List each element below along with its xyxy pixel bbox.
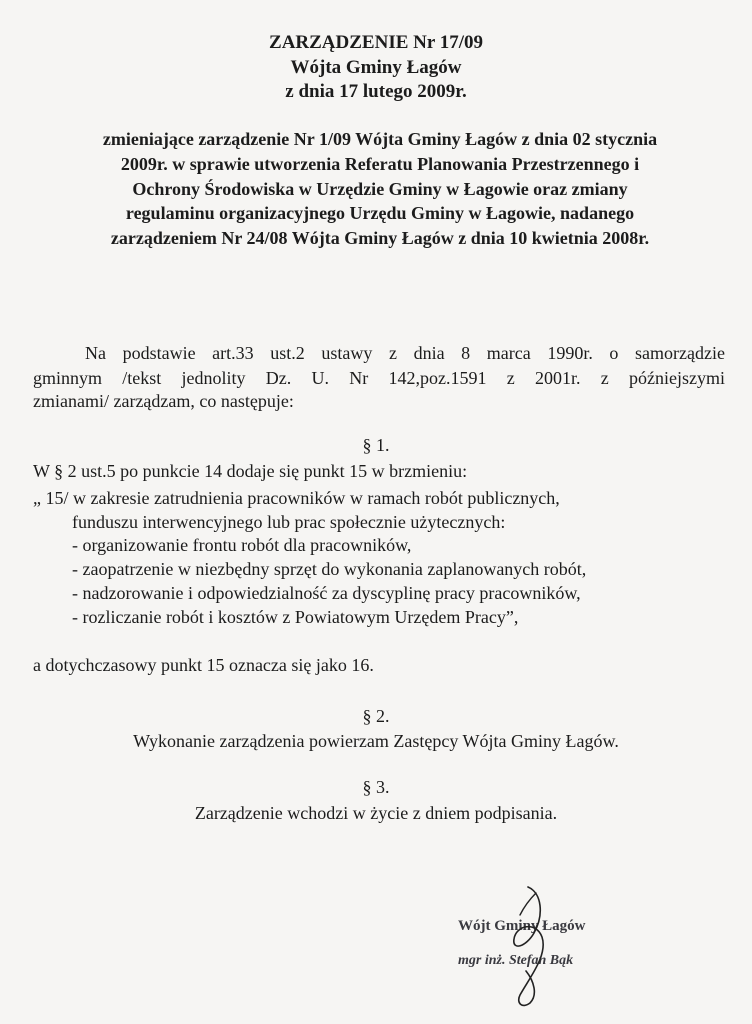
subject-line-4: regulaminu organizacyjnego Urzędu Gminy w Łagowie, nadanego (125, 203, 635, 223)
subject-line-1: zmieniające zarządzenie Nr 1/09 Wójta Gminy Łagów z dnia 02 stycznia (102, 129, 658, 149)
signatory-name: mgr inż. Stefan Bąk (458, 953, 574, 968)
list-item: - organizowanie frontu robót dla pracowników, (72, 535, 412, 555)
section-1-quote-line-2: funduszu interwencyjnego lub prac społecznie użytecznych: (72, 512, 506, 532)
preamble-line-3: zmianami/ zarządzam, co następuje: (33, 391, 294, 411)
list-item: - zaopatrzenie w niezbędny sprzęt do wykonania zaplanowanych robót, (72, 559, 587, 579)
subject-line-2: 2009r. w sprawie utworzenia Referatu Planowania Przestrzennego i (120, 154, 640, 174)
list-item: - rozliczanie robót i kosztów z Powiatowym Urzędem Pracy”, (72, 607, 519, 627)
issue-date: z dnia 17 lutego 2009r. (285, 81, 467, 102)
section-3-text: Zarządzenie wchodzi w życie z dniem podpisania. (194, 803, 558, 823)
section-3-heading: § 3. (362, 777, 390, 797)
preamble-line-2: gminnym /tekst jednolity Dz. U. Nr 142,poz.1591 z 2001r. z późniejszymi (33, 368, 725, 388)
issuer: Wójta Gminy Łagów (290, 57, 462, 78)
section-1-heading: § 1. (362, 435, 390, 455)
section-1-closing: a dotychczasowy punkt 15 oznacza się jako 16. (33, 655, 374, 675)
preamble-line-1: Na podstawie art.33 ust.2 ustawy z dnia 8 marca 1990r. o samorządzie (85, 343, 725, 363)
signature-title: Wójt Gminy Łagów (458, 918, 586, 934)
document-title: ZARZĄDZENIE Nr 17/09 (269, 32, 483, 53)
section-1-intro: W § 2 ust.5 po punkcie 14 dodaje się punkt 15 w brzmieniu: (33, 461, 468, 481)
handwritten-signature (490, 885, 570, 1015)
subject-line-5: zarządzeniem Nr 24/08 Wójta Gminy Łagów z dnia 10 kwietnia 2008r. (110, 228, 650, 248)
subject-line-3: Ochrony Środowiska w Urzędzie Gminy w Łagowie oraz zmiany (132, 179, 628, 199)
list-item: - nadzorowanie i odpowiedzialność za dyscyplinę pracy pracowników, (72, 583, 581, 603)
section-1-quote-line-1: „ 15/ w zakresie zatrudnienia pracowników w ramach robót publicznych, (33, 488, 560, 508)
section-2-heading: § 2. (362, 706, 390, 726)
section-2-text: Wykonanie zarządzenia powierzam Zastępcy Wójta Gminy Łagów. (133, 731, 619, 751)
